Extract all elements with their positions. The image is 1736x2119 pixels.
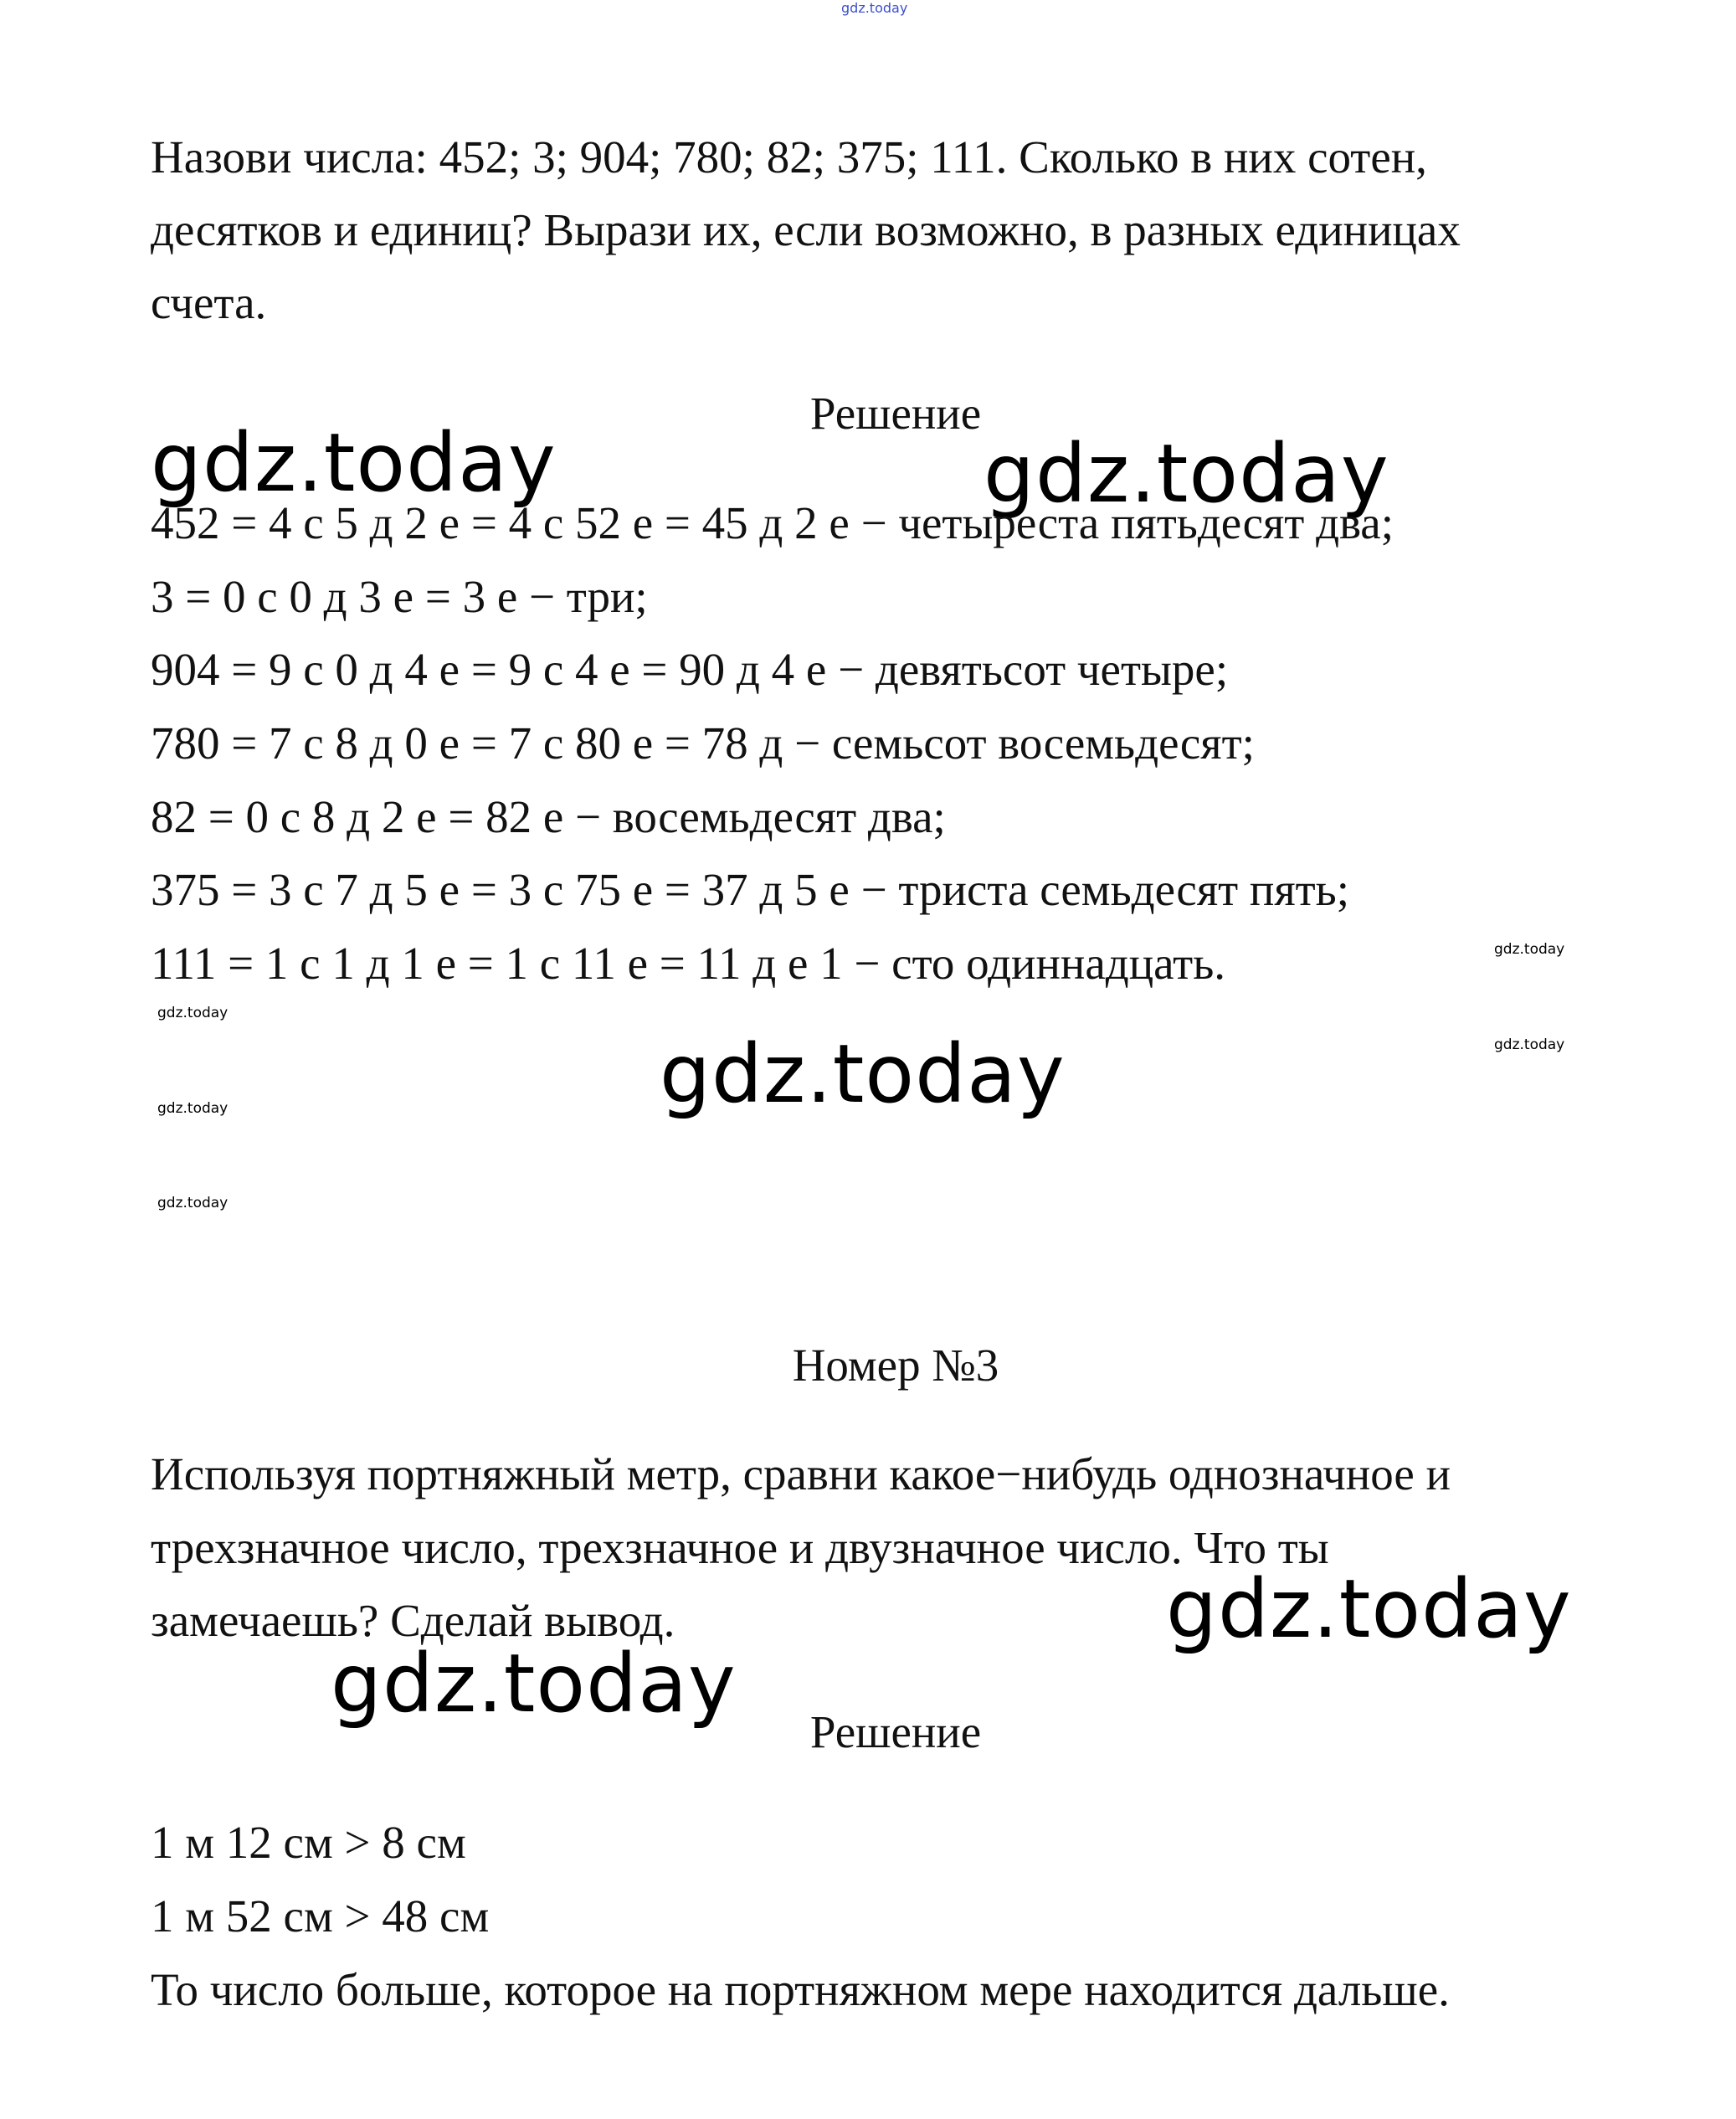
task2-solution-line-5: 82 = 0 с 8 д 2 е = 82 е − восемьдесят два; xyxy=(151,791,946,842)
task2-solution-line-2: 3 = 0 с 0 д 3 е = 3 е − три; xyxy=(151,571,648,622)
watermark-large-3: gdz.today xyxy=(660,1027,1066,1121)
watermark-top: gdz.today xyxy=(841,0,908,16)
watermark-small-2: gdz.today xyxy=(157,1005,229,1021)
task2-question-line-1: Назови числа: 452; 3; 904; 780; 82; 375; 111. Сколько в них сотен, xyxy=(151,131,1427,183)
watermark-large-4: gdz.today xyxy=(1166,1562,1572,1656)
task3-solution-line-2: 1 м 52 см > 48 см xyxy=(151,1890,490,1942)
watermark-large-5: gdz.today xyxy=(331,1637,737,1731)
task3-solution-line-3: То число больше, которое на портняжном мере находится дальше. xyxy=(151,1964,1450,2015)
task2-solution-line-4: 780 = 7 с 8 д 0 е = 7 с 80 е = 78 д − семьсот восемьдесят; xyxy=(151,717,1255,769)
task2-question-line-2: десятков и единиц? Вырази их, если возможно, в разных единицах xyxy=(151,204,1461,255)
task3-heading: Номер №3 xyxy=(792,1340,999,1391)
watermark-small-5: gdz.today xyxy=(157,1195,229,1211)
task3-solution-heading: Решение xyxy=(809,1706,982,1757)
task3-solution-line-1: 1 м 12 см > 8 см xyxy=(151,1817,466,1868)
task2-solution-line-3: 904 = 9 с 0 д 4 е = 9 с 4 е = 90 д 4 е − девятьсот четыре; xyxy=(151,644,1229,695)
task2-solution-line-6: 375 = 3 с 7 д 5 е = 3 с 75 е = 37 д 5 е − триста семьдесят пять; xyxy=(151,864,1350,915)
task2-solution-line-7: 111 = 1 с 1 д 1 е = 1 с 11 е = 11 д е 1 − сто одиннадцать. xyxy=(151,938,1226,989)
watermark-large-1: gdz.today xyxy=(151,416,557,510)
watermark-small-1: gdz.today xyxy=(1494,941,1565,958)
task2-question-line-3: счета. xyxy=(151,277,267,328)
watermark-small-4: gdz.today xyxy=(157,1100,229,1117)
task3-question-line-2: трехзначное число, трехзначное и двузначное число. Что ты xyxy=(151,1522,1329,1573)
task2-solution-heading: Решение xyxy=(809,388,982,439)
task3-question-line-3: замечаешь? Сделай вывод. xyxy=(151,1595,675,1646)
task2-solution-line-1: 452 = 4 с 5 д 2 е = 4 с 52 е = 45 д 2 е − четыреста пятьдесят два; xyxy=(151,497,1394,548)
watermark-small-3: gdz.today xyxy=(1494,1036,1565,1053)
watermark-large-2: gdz.today xyxy=(984,427,1389,521)
task3-question-line-1: Используя портняжный метр, сравни какое−нибудь однозначное и xyxy=(151,1448,1451,1499)
